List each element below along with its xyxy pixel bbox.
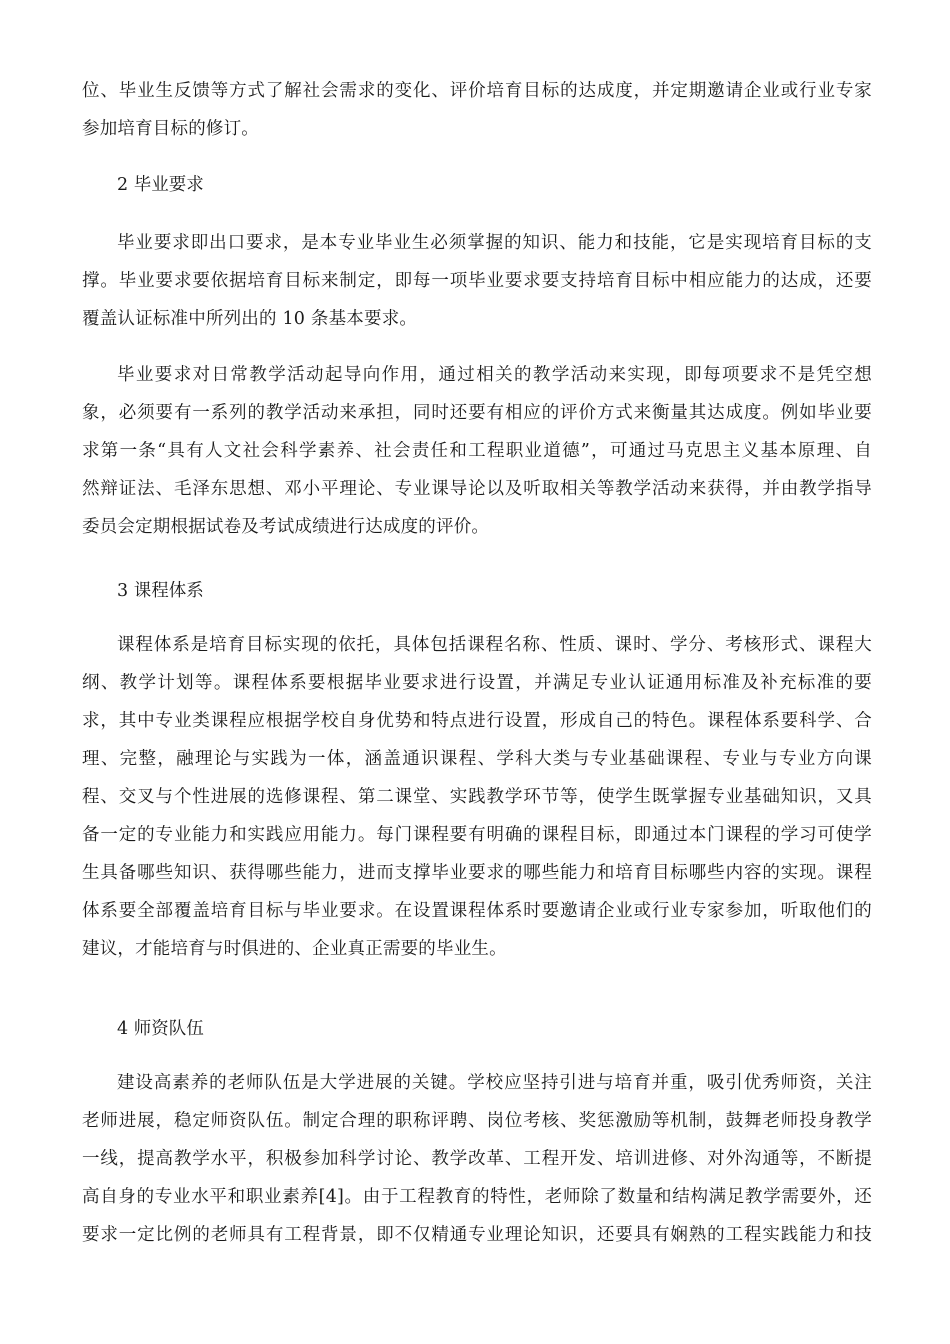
text-line: 撑。毕业要求要依据培育目标来制定，即每一项毕业要求要支持培育目标中相应能力的达成，还要 — [82, 271, 872, 291]
text-line: 理、完整，融理论与实践为一体，涵盖通识课程、学科大类与专业基础课程、专业与专业方向课 — [82, 749, 872, 769]
text-line: 纲、教学计划等。课程体系要根据毕业要求进行设置，并满足专业认证通用标准及补充标准的要 — [82, 673, 872, 693]
section-heading-faculty: 4 师资队伍 — [117, 1019, 204, 1039]
text-line: 求，其中专业类课程应根据学校自身优势和特点进行设置，形成自己的特色。课程体系要科学、合 — [82, 711, 872, 731]
text-line: 象，必须要有一系列的教学活动来承担，同时还要有相应的评价方式来衡量其达成度。例如毕业要 — [82, 403, 872, 423]
text-line: 体系要全部覆盖培育目标与毕业要求。在设置课程体系时要邀请企业或行业专家参加，听取他们的 — [82, 901, 872, 921]
text-line: 建议，才能培育与时俱进的、企业真正需要的毕业生。 — [82, 939, 507, 959]
text-line: 毕业要求对日常教学活动起导向作用，通过相关的教学活动来实现，即每项要求不是凭空想 — [117, 365, 872, 385]
section-heading-graduation-requirements: 2 毕业要求 — [117, 175, 204, 195]
paragraph-graduation-requirements-2 — [82, 356, 872, 546]
text-line: 位、毕业生反馈等方式了解社会需求的变化、评价培育目标的达成度，并定期邀请企业或行业专家 — [82, 81, 872, 101]
paragraph-intro-continued — [82, 72, 872, 148]
text-line: 生具备哪些知识、获得哪些能力，进而支撑毕业要求的哪些能力和培育目标哪些内容的实现。课程 — [82, 863, 872, 883]
text-line: 课程体系是培育目标实现的依托，具体包括课程名称、性质、课时、学分、考核形式、课程大 — [117, 635, 872, 655]
text-line: 求第一条“具有人文社会科学素养、社会责任和工程职业道德”，可通过马克思主义基本原理、自 — [82, 441, 872, 461]
paragraph-curriculum-system — [82, 626, 872, 968]
text-line: 要求一定比例的老师具有工程背景，即不仅精通专业理论知识，还要具有娴熟的工程实践能力和技 — [82, 1225, 872, 1245]
text-line: 建设高素养的老师队伍是大学进展的关键。学校应坚持引进与培育并重，吸引优秀师资，关注 — [117, 1073, 872, 1093]
text-line: 覆盖认证标准中所列出的 10 条基本要求。 — [82, 309, 418, 329]
text-line: 高自身的专业水平和职业素养[4]。由于工程教育的特性，老师除了数量和结构满足教学需要外，还 — [82, 1187, 872, 1207]
text-line: 老师进展，稳定师资队伍。制定合理的职称评聘、岗位考核、奖惩激励等机制，鼓舞老师投身教学 — [82, 1111, 872, 1131]
text-line: 然辩证法、毛泽东思想、邓小平理论、专业课导论以及听取相关等教学活动来获得，并由教学指导 — [82, 479, 872, 499]
text-line: 程、交叉与个性进展的选修课程、第二课堂、实践教学环节等，使学生既掌握专业基础知识，又具 — [82, 787, 872, 807]
text-line: 毕业要求即出口要求，是本专业毕业生必须掌握的知识、能力和技能，它是实现培育目标的支 — [117, 233, 872, 253]
text-line: 委员会定期根据试卷及考试成绩进行达成度的评价。 — [82, 517, 490, 537]
text-line: 一线，提高教学水平，积极参加科学讨论、教学改革、工程开发、培训进修、对外沟通等，不断提 — [82, 1149, 872, 1169]
paragraph-graduation-requirements-1 — [82, 224, 872, 338]
text-line: 备一定的专业能力和实践应用能力。每门课程要有明确的课程目标，即通过本门课程的学习可使学 — [82, 825, 872, 845]
paragraph-faculty — [82, 1064, 872, 1254]
text-line: 参加培育目标的修订。 — [82, 119, 259, 139]
section-heading-curriculum-system: 3 课程体系 — [117, 581, 204, 601]
